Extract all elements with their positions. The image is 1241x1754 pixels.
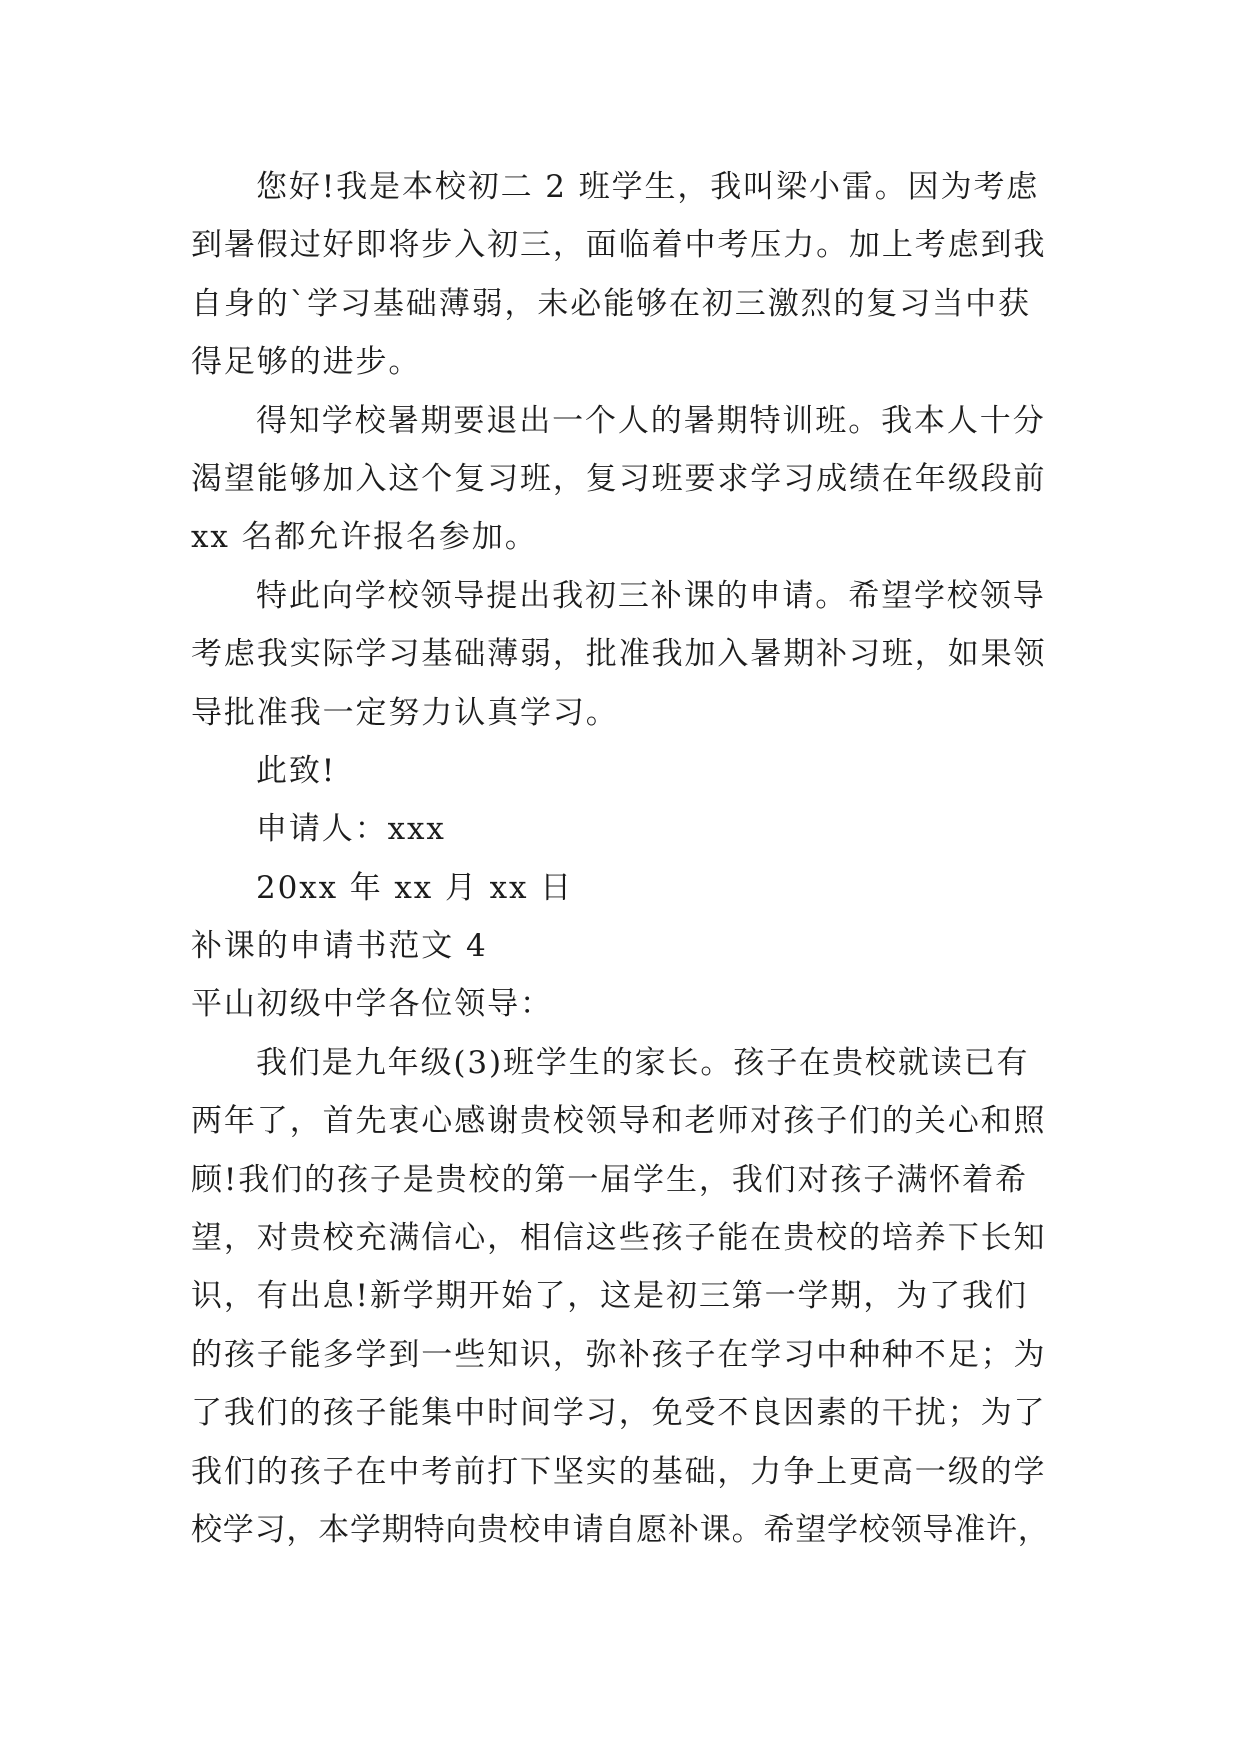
- text-line: 得足够的进步。: [191, 344, 422, 381]
- text-line: 校学习，本学期特向贵校申请自愿补课。希望学校领导准许，: [191, 1511, 1050, 1548]
- text-line: 了我们的孩子能集中时间学习，免受不良因素的干扰；为了: [191, 1395, 1047, 1432]
- paragraph-1: [191, 158, 1053, 392]
- text-line: 特此向学校领导提出我初三补课的申请。希望学校领导: [256, 577, 1046, 614]
- paragraph-2: [191, 392, 1053, 567]
- text-line: 得知学校暑期要退出一个人的暑期特训班。我本人十分: [256, 402, 1046, 439]
- date-line: 20xx 年 xx 月 xx 日: [256, 869, 574, 906]
- text-line: 两年了，首先衷心感谢贵校领导和老师对孩子们的关心和照: [191, 1103, 1047, 1140]
- text-line: 到暑假过好即将步入初三，面临着中考压力。加上考虑到我: [191, 227, 1047, 264]
- text-line: 您好!我是本校初二 2 班学生，我叫梁小雷。因为考虑: [256, 169, 1040, 205]
- text-line: 识，有出息!新学期开始了，这是初三第一学期，为了我们: [191, 1278, 1028, 1315]
- text-line: 渴望能够加入这个复习班，复习班要求学习成绩在年级段前: [191, 460, 1047, 497]
- paragraph-3: [191, 567, 1053, 742]
- text-line: 我们的孩子在中考前打下坚实的基础，力争上更高一级的学: [191, 1453, 1047, 1490]
- text-line: 导批准我一定努力认真学习。: [191, 694, 619, 731]
- document-body: [191, 158, 1053, 1559]
- text-line: 考虑我实际学习基础薄弱，批准我加入暑期补习班，如果领: [191, 636, 1047, 673]
- closing-line: 此致!: [256, 752, 337, 789]
- paragraph-4: [191, 1034, 1053, 1560]
- applicant-line: 申请人：xxx: [256, 811, 446, 848]
- text-line: 自身的`学习基础薄弱，未必能够在初三激烈的复习当中获: [191, 285, 1031, 322]
- text-line: 望，对贵校充满信心，相信这些孩子能在贵校的培养下长知: [191, 1220, 1047, 1257]
- salutation: 平山初级中学各位领导：: [191, 986, 553, 1023]
- section-title: 补课的申请书范文 4: [191, 928, 488, 965]
- text-line: 我们是九年级(3)班学生的家长。孩子在贵校就读已有: [256, 1044, 1030, 1081]
- text-line: 顾!我们的孩子是贵校的第一届学生，我们对孩子满怀着希: [191, 1161, 1028, 1198]
- text-line: 的孩子能多学到一些知识，弥补孩子在学习中种种不足；为: [191, 1336, 1047, 1373]
- text-line: xx 名都允许报名参加。: [191, 519, 538, 556]
